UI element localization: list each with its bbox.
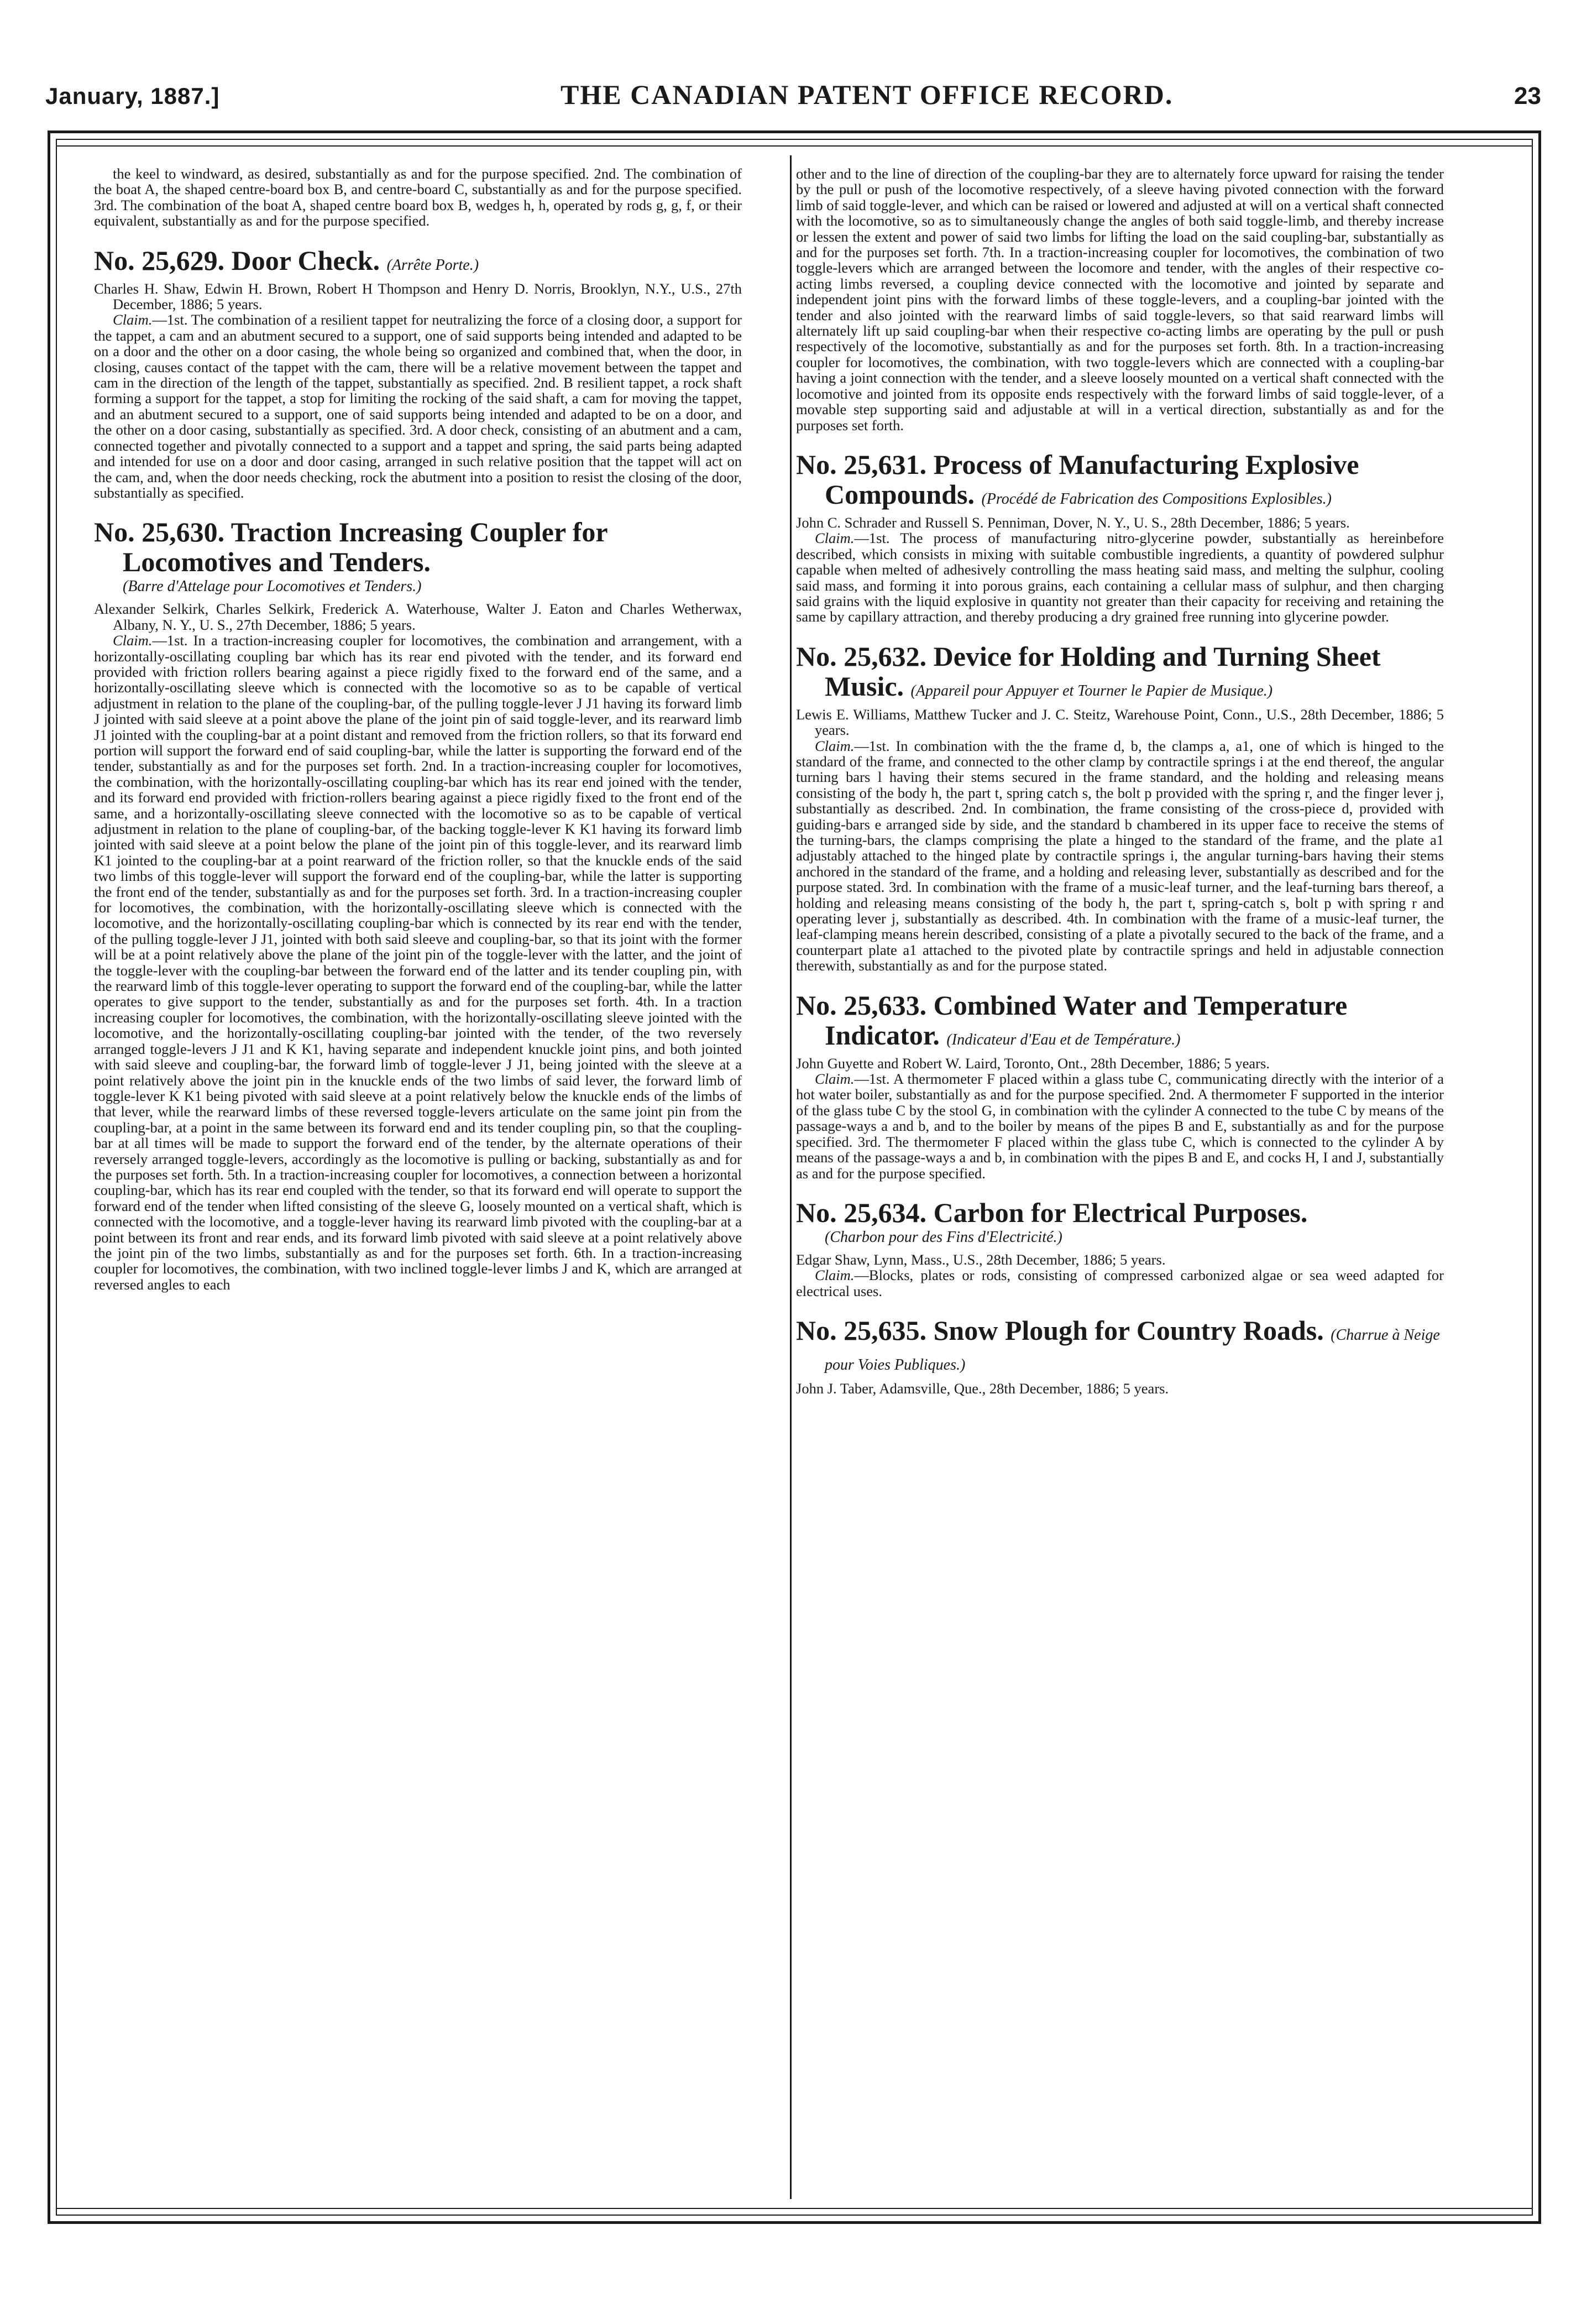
patent-french-title: (Indicateur d'Eau et de Température.) xyxy=(946,1031,1181,1048)
continued-claim-text: other and to the line of direction of the coupling-bar they are to alternately force upward for raising the tender by the pull or push of the locomotive respectively, of a sleeve having pivoted connection with the forward limb of said toggle-lever, and which can be raised or lowered and adjusted at will on a vertical shaft connected with the locomotive, so as to simultaneously change the angles of both said toggle-limb, and thereby increase or lessen the extent and power of said two limbs for lifting the load on the said coupling-bar, substantially as and for the purposes set forth. 7th. In a traction-increasing coupler for locomotives, the combination of two toggle-levers which are arranged between the locomore and tender, with the angles of their respective co-acting limbs reversed, a coupling device connected with the locomotive and jointed by separate and independent joint pins with the forward limbs of these toggle-levers, and a coupling-bar jointed with the tender and also jointed with the rearward limbs of said toggle-levers, so that said rearward limbs will alternately lift up said coupling-bar when their respective co-acting limbs are operating by the pull or push respectively of the locomotive, substantially as and for the purposes set forth. 8th. In a traction-increasing coupler for locomotives, the combination, with two toggle-levers which are connected with a coupling-bar having a joint connection with the tender, and a sleeve loosely mounted on a vertical shaft connected with the locomotive and jointed from its opposite ends respectively with the forward limbs of said toggle-lever, of a movable step supporting said and adjustable at will in a vertical direction, substantially as and for the purposes set forth. xyxy=(796,166,1444,434)
patent-number: No. 25,632. xyxy=(796,640,927,672)
claim-label: Claim. xyxy=(815,1267,855,1284)
claim-text: —1st. A thermometer F placed within a glass tube C, communicating directly with the interior of a hot water boiler, substantially as and for the purpose specified. 2nd. A thermometer F supported in the interior of the glass tube C by the stool G, in combination with the cylinder A connected to the tube C by means of the passage-ways a and b, and to the boiler by means of the pipes B and E, substantially as and for the purpose specified. 3rd. The thermometer F placed within the glass tube C, which is connected to the cylinder A by means of the passage-ways a and b, in combination with the pipes B and E, and cocks H, I and J, substantially as and for the purpose specified. xyxy=(796,1070,1444,1182)
claim-text: —1st. The process of manufacturing nitro-glycerine powder, substantially as hereinbefore described, which consists in mixing with suitable combustible ingredients, a quantity of powdered sulphur capable when melted of adhesively controlling the mass heating said mass, and melting the sulphur, cooling said mass, and forming it into porous grains, each containing a cellular mass of sulphur, and then charging said grains with the liquid explosive in quantity not greater than their capacity for receiving and retaining the same by capillary attraction, and thereby producing a dry grained free running into glycerine powder. xyxy=(796,530,1444,625)
patent-number: No. 25,629. xyxy=(94,244,225,276)
claim-text: —Blocks, plates or rods, consisting of compressed carbonized algae or sea weed adapted for electrical uses. xyxy=(796,1267,1444,1299)
patent-title: Door Check. xyxy=(231,244,380,276)
column-divider xyxy=(790,155,792,2199)
patent-claim xyxy=(94,633,742,1292)
claim-label: Claim. xyxy=(815,1070,855,1088)
patent-french-title: (Procédé de Fabrication des Compositions Explosibles.) xyxy=(981,490,1332,508)
patent-inventors: Lewis E. Williams, Matthew Tucker and J. C. Steitz, Warehouse Point, Conn., U.S., 28th December, 1886; 5 years. xyxy=(796,706,1444,739)
issue-date: January, 1887.] xyxy=(45,83,220,109)
claim-label: Claim. xyxy=(113,632,153,649)
continued-claim-text: the keel to windward, as desired, substantially as and for the purpose specified. 2nd. The combination of the boat A, the shaped centre-board box B, and centre-board C, substantially as and for the purpose specified. 3rd. The combination of the boat A, shaped centre board box B, wedges h, h, operated by rods g, g, f, or their equivalent, substantially as and for the purpose specified. xyxy=(94,166,742,229)
patent-claim xyxy=(796,1267,1444,1299)
patent-entry-25634 xyxy=(796,1198,1444,1299)
frame-bottom-rule xyxy=(56,2208,1533,2209)
patent-inventors: Charles H. Shaw, Edwin H. Brown, Robert H Thompson and Henry D. Norris, Brooklyn, N.Y., U.S., 27th December, 1886; 5 years. xyxy=(94,280,742,313)
page-number: 23 xyxy=(1514,82,1541,109)
patent-title: Traction Increasing Coupler for Locomotives and Tenders. xyxy=(123,516,608,578)
patent-heading xyxy=(796,1198,1444,1246)
claim-text: —1st. In a traction-increasing coupler for locomotives, the combination and arrangement, with a horizontally-oscillating coupling bar which has its rear end pivoted with the tender, and its forward end provided with friction rollers bearing against a piece rigidly fixed to the forward end of the same, and a horizontally-oscillating sleeve which is connected with the locomotive so as to be capable of vertical adjustment in relation to the plane of the coupling-bar, of the pulling toggle-lever J J1 having its forward limb J jointed with said sleeve at a point above the plane of the joint pin of said toggle-lever, and its rearward limb J1 jointed with the coupling-bar at a point distant and removed from the friction rollers, so that its forward end portion will support the forward end of said coupling-bar, while the latter is supporting the forward end of the tender, substantially as and for the purposes set forth. 2nd. In a traction-increasing coupler for locomotives, the combination, with the horizontally-oscillating coupling-bar which has its rear end joined with the tender, and its forward end provided with friction-rollers bearing against a piece rigidly fixed to the front end of the same, and a horizontally-oscillating sleeve connected with the locomotive so as to be capable of vertical adjustment in relation to the plane of coupling-bar, of the backing toggle-lever K K1 having its forward limb jointed with said sleeve at a point below the plane of the joint pin of this toggle-lever, and its rearward limb K1 jointed to the coupling-bar at a point rearward of the friction roller, so that the knuckle ends of the said two limbs of this toggle-lever will support the forward end of the coupling-bar, while the latter is supporting the front end of the tender, substantially as and for the purposes set forth. 3rd. In a traction-increasing coupler for locomotives, the combination, with the horizontally-oscillating sleeve which is connected with the locomotive, and the horizontally-oscillating coupling-bar which is connected by its rear end with the tender, of the pulling toggle-lever J J1, jointed with both said sleeve and coupling-bar, so that its joint with the former will be at a point relatively above the plane of the joint pin of the toggle-lever with the latter, and the joint of the toggle-lever with the coupling-bar between the forward end of the latter and its tender coupling pin, with the rearward limb of this toggle-lever operating to support the forward end of the coupling-bar, while the latter operates to give support to the tender, substantially as and for the purposes set forth. 4th. In a traction increasing coupler for locomotives, the combination, with the horizontally-oscillating sleeve jointed with the locomotive, and the horizontally-oscillating coupling-bar jointed with the tender, of the two reversely arranged toggle-levers J J1 and K K1, having separate and independent knuckle joint pins, and both jointed with said sleeve and coupling-bar, the forward limb of toggle-lever J J1, being jointed with the sleeve at a point relatively above the joint pin in the knuckle ends of the two limbs of said lever, the forward limb of toggle-lever K K1 being pivoted with said sleeve at a point relatively below the knuckle ends of the limbs of that lever, while the rearward limbs of these reversed toggle-levers articulate on the same joint pin from the coupling-bar, at a point in the same between its forward end and its tender coupling pin, so that the coupling-bar at all times will be made to support the forward end of the tender, by the alternate operations of their reversely arranged toggle-levers, accordingly as the locomotive is pulling or backing, substantially as and for the purposes set forth. 5th. In a traction-increasing coupler for locomotives, a connection between a horizontal coupling-bar, which has its rear end coupled with the tender, so that its forward end will operate to support the forward end of the tender when lifted consisting of the sleeve G, loosely mounted on a vertical shaft, which is connected with the locomotive, and a toggle-lever having its rearward limb pivoted with the coupling-bar at a point between its front and rear ends, and its forward limb pivoted with said sleeve at a point relatively above the joint pin of the two limbs, substantially as and for the purposes set forth. 6th. In a traction-increasing coupler for locomotives, the combination, with two inclined toggle-lever limbs J and K, which are arranged at reversed angles to each xyxy=(94,632,742,1293)
patent-claim xyxy=(796,530,1444,624)
patent-french-title: (Arrête Porte.) xyxy=(386,256,479,274)
patent-entry-25629 xyxy=(94,246,742,501)
patent-entry-25630 xyxy=(94,517,742,1292)
patent-number: No. 25,635. xyxy=(796,1315,927,1346)
patent-title: Combined Water and Temperature Indicator. xyxy=(825,989,1348,1051)
patent-claim xyxy=(796,1071,1444,1181)
patent-heading xyxy=(796,641,1444,701)
patent-claim xyxy=(94,312,742,500)
patent-title: Carbon for Electrical Purposes. xyxy=(933,1197,1308,1228)
patent-number: No. 25,634. xyxy=(796,1197,927,1228)
patent-inventors: John C. Schrader and Russell S. Penniman, Dover, N. Y., U. S., 28th December, 1886; 5 years. xyxy=(796,514,1350,531)
patent-number: No. 25,630. xyxy=(94,516,225,548)
patent-number: No. 25,633. xyxy=(796,989,927,1021)
claim-label: Claim. xyxy=(815,737,855,754)
frame-top-rule xyxy=(56,145,1533,147)
left-column xyxy=(94,166,742,2195)
patent-heading xyxy=(94,246,742,275)
publication-title: THE CANADIAN PATENT OFFICE RECORD. xyxy=(561,79,1174,110)
patent-entry-25635 xyxy=(796,1315,1444,1396)
claim-text: —1st. In combination with the the frame d, b, the clamps a, a1, one of which is hinged to the standard of the frame, and connected to the other clamp by contractile springs i at the end thereof, the angular turning bars l having their stems secured in the frame standard, and the holding and releasing means consisting of the body h, the part t, spring catch s, the bolt p provided with the spring r, and the finger lever j, substantially as described. 2nd. In combination, the frame consisting of the cross-piece d, provided with guiding-bars e arranged side by side, and the standard b chambered in its upper face to receive the stems of the turning-bars, the clamps comprising the plate a hinged to the standard of the frame, and the plate a1 adjustably attached to the hinged plate by contractile springs i, the angular turning-bars having their stems anchored in the standard of the frame, and a holding and releasing lever, substantially as described and for the purpose stated. 3rd. In combination with the frame of a music-leaf turner, and the leaf-turning bars thereof, a holding and releasing means consisting of the body h, the part t, spring-catch s, bolt p with spring r and operating lever j, substantially as described. 4th. In combination with the frame of a music-leaf turner, the leaf-clamping means herein described, consisting of a plate a pivotally secured to the back of the frame, and a counterpart plate a1 attached to the pivoted plate by contractile springs and held in adjustable connection therewith, substantially as and for the purpose stated. xyxy=(796,737,1444,974)
patent-entry-25633 xyxy=(796,990,1444,1181)
patent-inventors: John Guyette and Robert W. Laird, Toronto, Ont., 28th December, 1886; 5 years. xyxy=(796,1054,1270,1072)
patent-entry-25632 xyxy=(796,641,1444,974)
patent-inventors: John J. Taber, Adamsville, Que., 28th December, 1886; 5 years. xyxy=(796,1380,1169,1397)
page-header xyxy=(45,79,1541,117)
patent-heading xyxy=(796,990,1444,1050)
patent-heading xyxy=(796,1315,1444,1375)
patent-inventors: Edgar Shaw, Lynn, Mass., U.S., 28th December, 1886; 5 years. xyxy=(796,1251,1166,1268)
patent-heading xyxy=(94,517,742,596)
patent-french-title: (Charrue à Neige pour Voies Publiques.) xyxy=(825,1326,1440,1374)
patent-french-title: (Appareil pour Appuyer et Tourner le Papier de Musique.) xyxy=(910,682,1273,699)
patent-french-title: (Charbon pour des Fins d'Electricité.) xyxy=(825,1228,1062,1246)
right-column xyxy=(796,166,1444,2195)
patent-heading xyxy=(796,450,1444,509)
claim-label: Claim. xyxy=(113,311,153,328)
patent-inventors: Alexander Selkirk, Charles Selkirk, Frederick A. Waterhouse, Walter J. Eaton and Charles Wetherwax, Albany, N. Y., U. S., 27th December, 1886; 5 years. xyxy=(94,600,742,633)
patent-title: Device for Holding and Turning Sheet Music. xyxy=(825,640,1381,702)
patent-claim xyxy=(796,738,1444,974)
patent-title: Process of Manufacturing Explosive Compounds. xyxy=(825,448,1359,510)
patent-number: No. 25,631. xyxy=(796,448,927,480)
patent-french-title: (Barre d'Attelage pour Locomotives et Tenders.) xyxy=(123,578,422,596)
claim-label: Claim. xyxy=(815,530,855,547)
patent-entry-25631 xyxy=(796,450,1444,625)
patent-title: Snow Plough for Country Roads. xyxy=(933,1315,1324,1346)
claim-text: —1st. The combination of a resilient tappet for neutralizing the force of a closing door, a support for the tappet, a cam and an abutment secured to a support, one of said supports being intended and adapted to be on a door and the other on a door casing, the whole being so organized and combined that, when the door, in closing, causes contact of the tappet with the cam, there will be a relative movement between the tappet and cam in the direction of the length of the tappet, substantially as specified. 2nd. B resilient tappet, a rock shaft forming a support for the tappet, a stop for limiting the rocking of the said shaft, a cam for moving the tappet, and an abutment secured to a support, one of said supports being intended and adapted to be on a door, and the other on a door casing, substantially as specified. 3rd. A door check, consisting of an abutment and a cam, connected together and pivotally connected to a support and a tappet and spring, the said parts being adapted and intended for use on a door and door casing, arranged in such relative position that the tappet will act on the cam, and, when the door needs checking, rock the abutment into a position to resist the closing of the door, substantially as specified. xyxy=(94,311,742,501)
